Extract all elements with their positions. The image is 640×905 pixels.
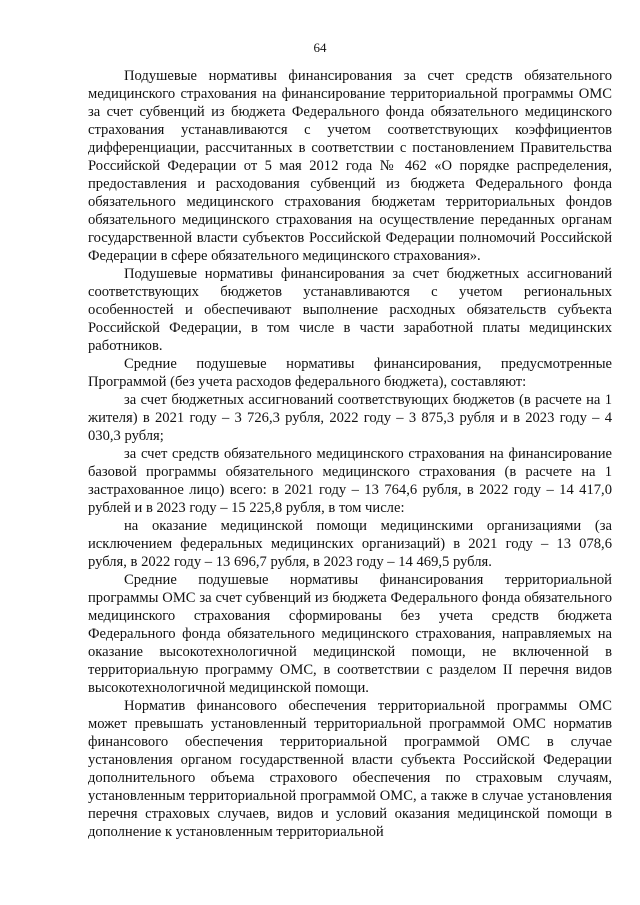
paragraph: Средние подушевые нормативы финансирования, предусмотренные Программой (без учета расходов федерального бюджета), составляют: xyxy=(88,356,612,390)
paragraph: Средние подушевые нормативы финансирования территориальной программы ОМС за счет субвенций из бюджета Федерального фонда обязательного медицинского страхования сформированы без учета средств бюджета Федерального фонда обязательного медицинского страхования, направляемых на оказание высокотехнологичной медицинской помощи, не включенной в территориальную программу ОМС, в соответствии с разделом II перечня видов высокотехнологичной медицинской помощи. xyxy=(88,572,612,696)
paragraph: Подушевые нормативы финансирования за счет средств обязательного медицинского страхования на финансирование территориальной программы ОМС за счет субвенций из бюджета Федерального фонда обязательного медицинского страхования устанавливаются с учетом соответствующих коэффициентов дифференциации, рассчитанных в соответствии с постановлением Правительства Российской Федерации от 5 мая 2012 года № 462 «О порядке распределения, предоставления и расходования субвенций из бюджета Федерального фонда обязательного медицинского страхования бюджетам территориальных фондов обязательного медицинского страхования на осуществление переданных органам государственной власти субъектов Российской Федерации полномочий Российской Федерации в сфере обязательного медицинского страхования». xyxy=(88,68,612,264)
paragraph: за счет бюджетных ассигнований соответствующих бюджетов (в расчете на 1 жителя) в 2021 году – 3 726,3 рубля, 2022 году – 3 875,3 рубля и в 2023 году – 4 030,3 рубля; xyxy=(88,392,612,444)
paragraph: Норматив финансового обеспечения территориальной программы ОМС может превышать установленный территориальной программой ОМС норматив финансового обеспечения территориальной программой ОМС в случае установления органом государственной власти субъекта Российской Федерации дополнительного объема страхового обеспечения по страховым случаям, установленным территориальной программой ОМС, а также в случае установления перечня страховых случаев, видов и условий оказания медицинской помощи в дополнение к установленным территориальной xyxy=(88,698,612,840)
body-text xyxy=(88,67,612,841)
paragraph: на оказание медицинской помощи медицинскими организациями (за исключением федеральных медицинских организаций) в 2021 году – 13 078,6 рубля, в 2022 году – 13 696,7 рубля, в 2023 году – 14 469,5 рубля. xyxy=(88,518,612,570)
paragraph: за счет средств обязательного медицинского страхования на финансирование базовой программы обязательного медицинского страхования (в расчете на 1 застрахованное лицо) всего: в 2021 году – 13 764,6 рубля, в 2022 году – 14 417,0 рублей и в 2023 году – 15 225,8 рубля, в том числе: xyxy=(88,446,612,516)
page-number: 64 xyxy=(313,40,327,55)
paragraph: Подушевые нормативы финансирования за счет бюджетных ассигнований соответствующих бюджетов устанавливаются с учетом региональных особенностей и обеспечивают выполнение расходных обязательств субъекта Российской Федерации, в том числе в части заработной платы медицинских работников. xyxy=(88,266,612,354)
